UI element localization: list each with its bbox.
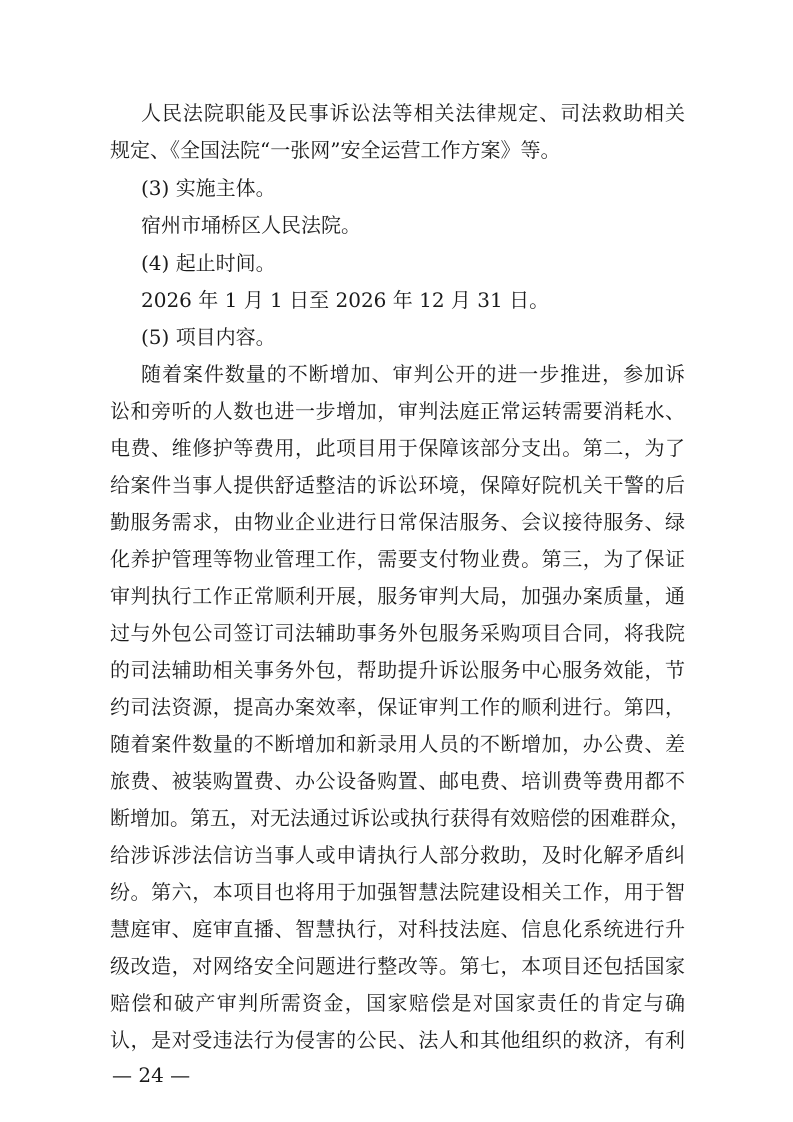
paragraph-line: 过与外包公司签订司法辅助事务外包服务采购项目合同，将我院 [110, 621, 685, 645]
paragraph-line: 电费、维修护等费用，此项目用于保障该部分支出。第二，为了 [110, 436, 685, 460]
paragraph-line: 旅费、被装购置费、办公设备购置、邮电费、培训费等费用都不 [110, 769, 685, 793]
paragraph-line: 随着案件数量的不断增加和新录用人员的不断增加，办公费、差 [110, 732, 685, 756]
paragraph-line: 审判执行工作正常顺利开展，服务审判大局，加强办案质量，通 [110, 584, 685, 608]
paragraph-line: 化养护管理等物业管理工作，需要支付物业费。第三，为了保证 [110, 547, 685, 571]
paragraph-line: 给案件当事人提供舒适整洁的诉讼环境，保障好院机关干警的后 [110, 473, 685, 497]
paragraph-line: 2026 年 1 月 1 日至 2026 年 12 月 31 日。 [141, 288, 550, 312]
paragraph-line: 勤服务需求，由物业企业进行日常保洁服务、会议接待服务、绿 [110, 510, 685, 534]
paragraph-line: 人民法院职能及民事诉讼法等相关法律规定、司法救助相关 [141, 101, 685, 125]
paragraph-line: 断增加。第五，对无法通过诉讼或执行获得有效赔偿的困难群众， [110, 806, 690, 830]
paragraph-line: 讼和旁听的人数也进一步增加，审判法庭正常运转需要消耗水、 [110, 399, 685, 423]
paragraph-line: 赔偿和破产审判所需资金，国家赔偿是对国家责任的肯定与确 [110, 991, 685, 1015]
paragraph-line: 的司法辅助相关事务外包，帮助提升诉讼服务中心服务效能，节 [110, 658, 685, 682]
paragraph-line: 认，是对受违法行为侵害的公民、法人和其他组织的救济，有利 [110, 1028, 685, 1052]
section-heading: (3) 实施主体。 [141, 176, 276, 200]
page-number: — 24 — [112, 1063, 191, 1087]
paragraph-line: 纷。第六，本项目也将用于加强智慧法院建设相关工作，用于智 [110, 880, 685, 904]
paragraph-line: 级改造，对网络安全问题进行整改等。第七，本项目还包括国家 [110, 954, 685, 978]
section-heading: (5) 项目内容。 [141, 325, 276, 349]
section-heading: (4) 起止时间。 [141, 251, 276, 275]
paragraph-line: 慧庭审、庭审直播、智慧执行，对科技法庭、信息化系统进行升 [110, 917, 685, 941]
paragraph-line: 随着案件数量的不断增加、审判公开的进一步推进，参加诉 [141, 362, 685, 386]
paragraph-line: 规定、《全国法院“一张网”安全运营工作方案》等。 [110, 138, 561, 162]
paragraph-line: 宿州市埇桥区人民法院。 [141, 213, 361, 237]
paragraph-line: 给涉诉涉法信访当事人或申请执行人部分救助，及时化解矛盾纠 [110, 843, 685, 867]
paragraph-line: 约司法资源，提高办案效率，保证审判工作的顺利进行。第四， [110, 695, 685, 719]
